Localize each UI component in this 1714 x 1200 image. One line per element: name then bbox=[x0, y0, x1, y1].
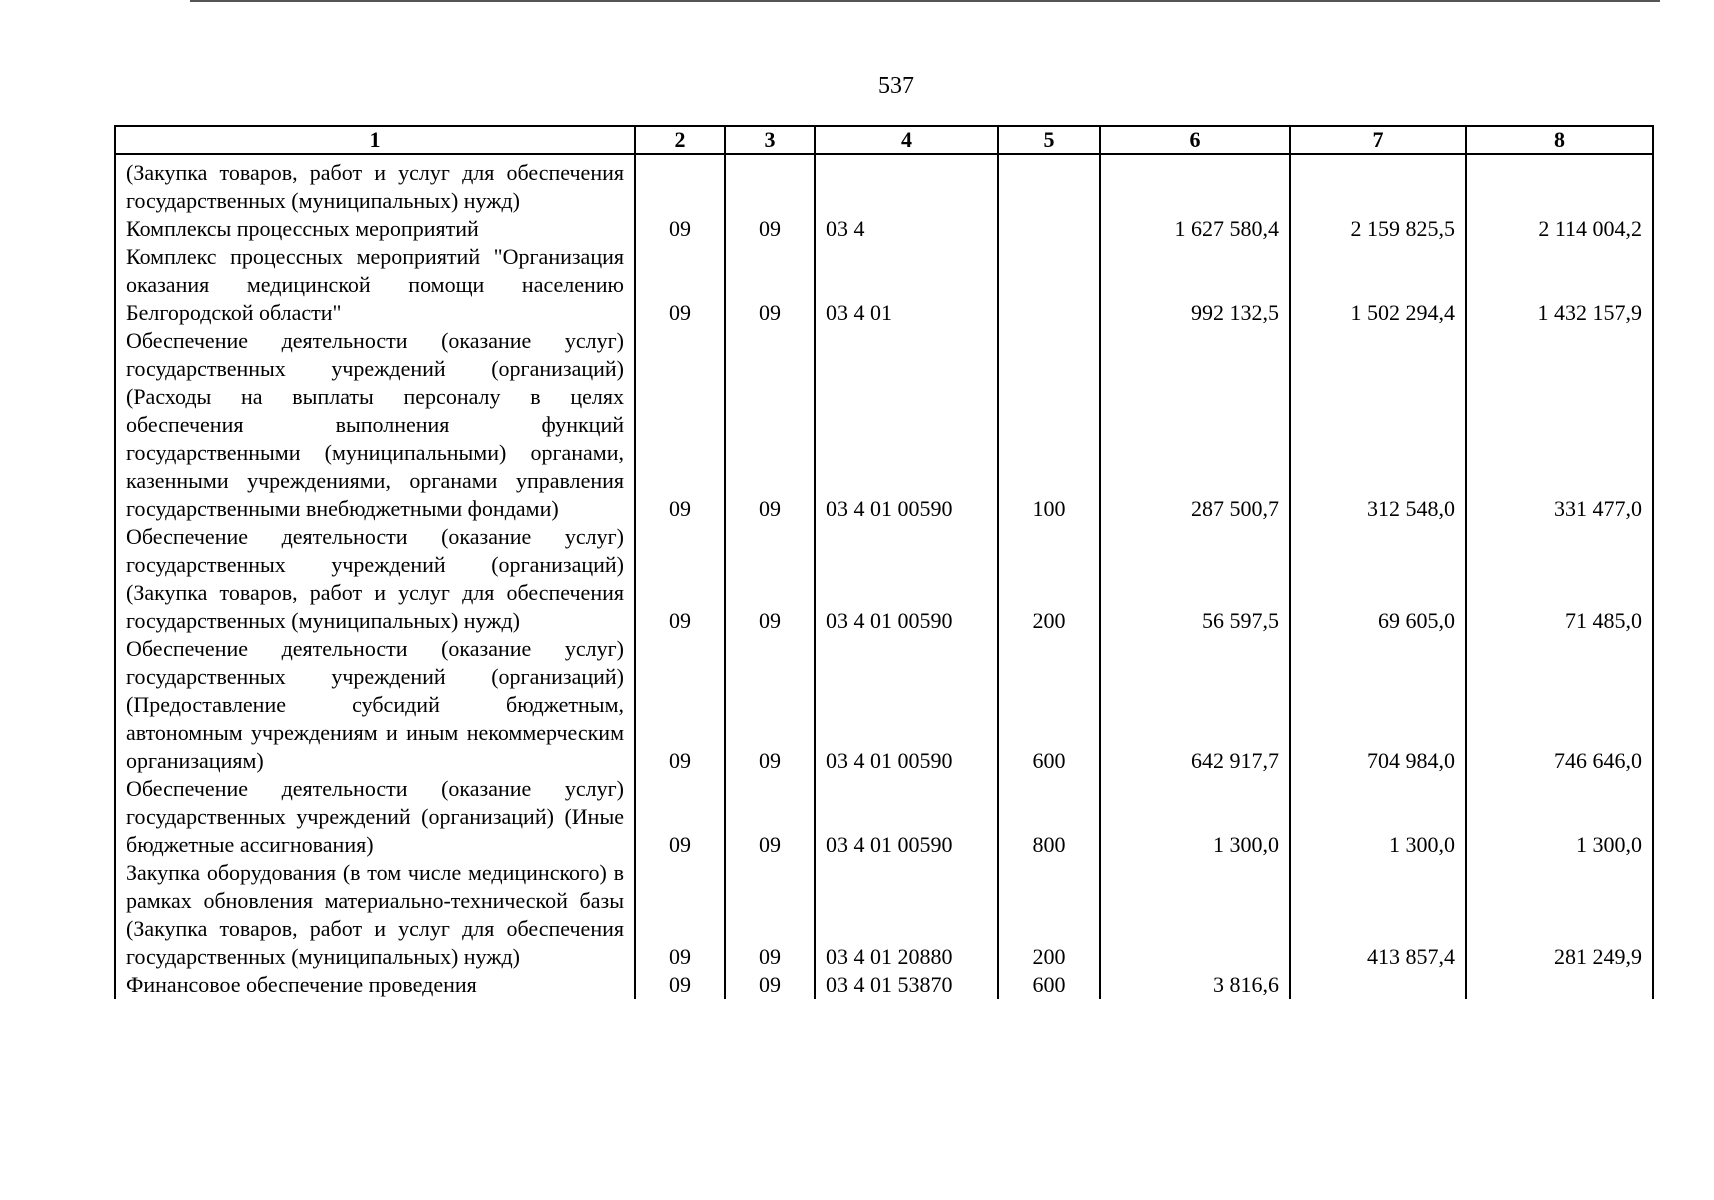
table-row bbox=[115, 523, 1653, 635]
cell-col-6 bbox=[1100, 154, 1290, 215]
row-name: Закупка оборудования (в том числе медицинского) в рамках обновления материально-технической базы (Закупка товаров, работ и услуг для обеспечения государственных (муниципальных) нужд) bbox=[115, 859, 635, 971]
cell-col-8: 2 114 004,2 bbox=[1466, 215, 1653, 243]
cell-col-3: 09 bbox=[725, 635, 815, 775]
cell-col-6: 1 300,0 bbox=[1100, 775, 1290, 859]
cell-col-7: 312 548,0 bbox=[1290, 327, 1466, 523]
table-row bbox=[115, 154, 1653, 215]
row-name: Обеспечение деятельности (оказание услуг) государственных учреждений (организаций) (Закупка товаров, работ и услуг для обеспечения государственных (муниципальных) нужд) bbox=[115, 523, 635, 635]
cell-col-5 bbox=[998, 154, 1100, 215]
cell-col-2: 09 bbox=[635, 215, 725, 243]
cell-col-2: 09 bbox=[635, 635, 725, 775]
row-name: Обеспечение деятельности (оказание услуг) государственных учреждений (организаций) (Иные бюджетные ассигнования) bbox=[115, 775, 635, 859]
cell-col-3: 09 bbox=[725, 971, 815, 999]
scan-edge-line bbox=[190, 0, 1660, 2]
cell-col-7: 1 300,0 bbox=[1290, 775, 1466, 859]
cell-col-3: 09 bbox=[725, 775, 815, 859]
table-row bbox=[115, 971, 1653, 999]
cell-col-3: 09 bbox=[725, 327, 815, 523]
header-col-6: 6 bbox=[1100, 126, 1290, 154]
cell-col-4 bbox=[815, 154, 998, 215]
cell-col-6 bbox=[1100, 859, 1290, 971]
header-row bbox=[115, 126, 1653, 154]
table-row bbox=[115, 215, 1653, 243]
cell-col-2: 09 bbox=[635, 243, 725, 327]
cell-col-4: 03 4 01 53870 bbox=[815, 971, 998, 999]
table-row bbox=[115, 243, 1653, 327]
row-name: Комплексы процессных мероприятий bbox=[115, 215, 635, 243]
cell-col-8: 331 477,0 bbox=[1466, 327, 1653, 523]
cell-col-3 bbox=[725, 154, 815, 215]
row-name: Комплекс процессных мероприятий "Организация оказания медицинской помощи населению Белгородской области" bbox=[115, 243, 635, 327]
cell-col-7: 2 159 825,5 bbox=[1290, 215, 1466, 243]
cell-col-5: 100 bbox=[998, 327, 1100, 523]
cell-col-8 bbox=[1466, 971, 1653, 999]
header-col-1: 1 bbox=[115, 126, 635, 154]
cell-col-7: 704 984,0 bbox=[1290, 635, 1466, 775]
cell-col-6: 642 917,7 bbox=[1100, 635, 1290, 775]
cell-col-3: 09 bbox=[725, 859, 815, 971]
cell-col-3: 09 bbox=[725, 215, 815, 243]
cell-col-3: 09 bbox=[725, 523, 815, 635]
row-name: Финансовое обеспечение проведения bbox=[115, 971, 635, 999]
cell-col-8 bbox=[1466, 154, 1653, 215]
cell-col-5 bbox=[998, 215, 1100, 243]
cell-col-2: 09 bbox=[635, 859, 725, 971]
cell-col-5: 600 bbox=[998, 971, 1100, 999]
cell-col-4: 03 4 01 00590 bbox=[815, 775, 998, 859]
cell-col-2: 09 bbox=[635, 523, 725, 635]
cell-col-5: 200 bbox=[998, 859, 1100, 971]
cell-col-3: 09 bbox=[725, 243, 815, 327]
cell-col-7: 413 857,4 bbox=[1290, 859, 1466, 971]
header-col-5: 5 bbox=[998, 126, 1100, 154]
cell-col-8: 1 432 157,9 bbox=[1466, 243, 1653, 327]
row-name: Обеспечение деятельности (оказание услуг) государственных учреждений (организаций) (Предоставление субсидий бюджетным, автономным учреждениям и иным некоммерческим организациям) bbox=[115, 635, 635, 775]
header-col-4: 4 bbox=[815, 126, 998, 154]
cell-col-5 bbox=[998, 243, 1100, 327]
cell-col-2 bbox=[635, 154, 725, 215]
cell-col-4: 03 4 bbox=[815, 215, 998, 243]
cell-col-4: 03 4 01 bbox=[815, 243, 998, 327]
cell-col-7 bbox=[1290, 154, 1466, 215]
row-name: Обеспечение деятельности (оказание услуг) государственных учреждений (организаций) (Расходы на выплаты персоналу в целях обеспечения выполнения функций государственными (муниципальными) органами, казенными учреждениями, органами управления государственными внебюджетными фондами) bbox=[115, 327, 635, 523]
cell-col-6: 992 132,5 bbox=[1100, 243, 1290, 327]
table-row bbox=[115, 775, 1653, 859]
cell-col-6: 3 816,6 bbox=[1100, 971, 1290, 999]
cell-col-6: 1 627 580,4 bbox=[1100, 215, 1290, 243]
cell-col-4: 03 4 01 00590 bbox=[815, 327, 998, 523]
cell-col-5: 200 bbox=[998, 523, 1100, 635]
cell-col-2: 09 bbox=[635, 327, 725, 523]
cell-col-5: 800 bbox=[998, 775, 1100, 859]
cell-col-6: 56 597,5 bbox=[1100, 523, 1290, 635]
cell-col-4: 03 4 01 20880 bbox=[815, 859, 998, 971]
cell-col-7 bbox=[1290, 971, 1466, 999]
cell-col-6: 287 500,7 bbox=[1100, 327, 1290, 523]
cell-col-8: 281 249,9 bbox=[1466, 859, 1653, 971]
header-col-8: 8 bbox=[1466, 126, 1653, 154]
table-row bbox=[115, 635, 1653, 775]
cell-col-8: 746 646,0 bbox=[1466, 635, 1653, 775]
cell-col-5: 600 bbox=[998, 635, 1100, 775]
header-col-7: 7 bbox=[1290, 126, 1466, 154]
budget-table bbox=[114, 125, 1654, 999]
cell-col-7: 69 605,0 bbox=[1290, 523, 1466, 635]
cell-col-4: 03 4 01 00590 bbox=[815, 523, 998, 635]
cell-col-2: 09 bbox=[635, 971, 725, 999]
row-name: (Закупка товаров, работ и услуг для обеспечения государственных (муниципальных) нужд) bbox=[115, 154, 635, 215]
table-row bbox=[115, 859, 1653, 971]
page-number: 537 bbox=[878, 73, 914, 99]
table-row bbox=[115, 327, 1653, 523]
cell-col-8: 71 485,0 bbox=[1466, 523, 1653, 635]
cell-col-7: 1 502 294,4 bbox=[1290, 243, 1466, 327]
header-col-3: 3 bbox=[725, 126, 815, 154]
header-col-2: 2 bbox=[635, 126, 725, 154]
cell-col-2: 09 bbox=[635, 775, 725, 859]
cell-col-8: 1 300,0 bbox=[1466, 775, 1653, 859]
cell-col-4: 03 4 01 00590 bbox=[815, 635, 998, 775]
